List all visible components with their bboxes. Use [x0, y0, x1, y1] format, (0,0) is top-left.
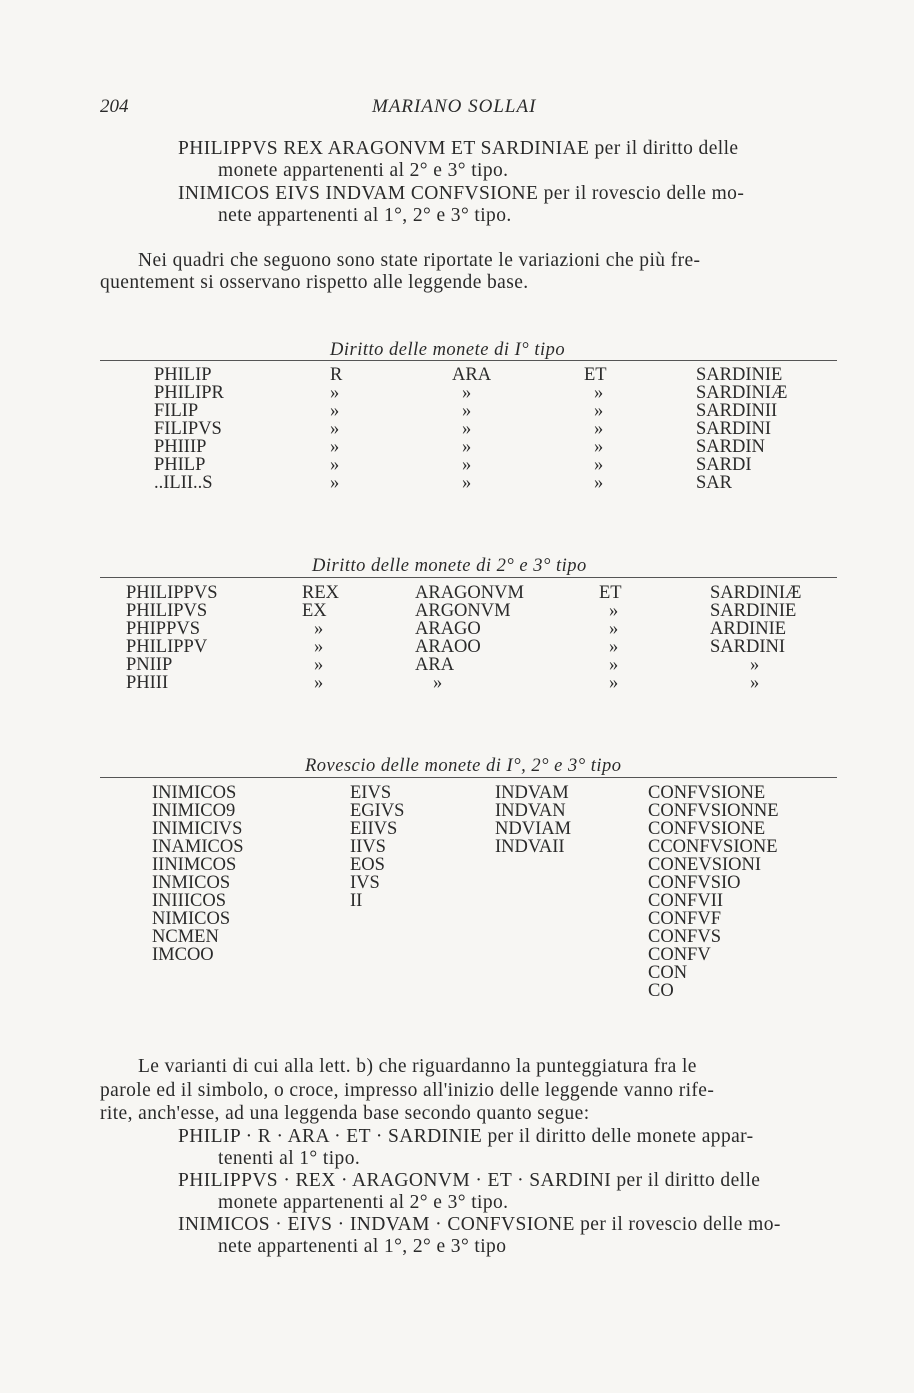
table-cell: » [462, 383, 472, 403]
table3-col-2 [350, 784, 404, 910]
table-cell: » [330, 455, 340, 475]
table-cell: » [750, 655, 760, 675]
intro-line: PHILIPPVS REX ARAGONVM ET SARDINIAE per il diritto delle [178, 138, 739, 159]
page-number: 204 [100, 96, 129, 117]
closing-paragraph-line: parole ed il simbolo, o croce, impresso all'inizio delle leggende vanno rife- [100, 1080, 715, 1101]
table-cell: » [594, 473, 604, 493]
table1-col-2 [330, 366, 342, 492]
table-cell: CON [648, 963, 688, 983]
table-cell: NDVIAM [495, 819, 572, 839]
table-cell: » [750, 673, 760, 693]
table-cell: EIIVS [350, 819, 398, 839]
table-cell: SARDINI [710, 637, 786, 657]
table1-rule [100, 360, 837, 361]
closing-item-line: nete appartenenti al 1°, 2° e 3° tipo [218, 1236, 507, 1257]
table-cell: » [609, 673, 619, 693]
table-cell: INIMICO9 [152, 801, 236, 821]
table1-col-1 [154, 366, 224, 492]
table3-col-1 [152, 784, 243, 964]
table-cell: » [594, 419, 604, 439]
table1-col-4 [584, 366, 607, 492]
table-cell: » [330, 419, 340, 439]
intro-paragraph-line: Nei quadri che seguono sono state riportate le variazioni che più fre- [138, 250, 701, 271]
table-cell: NCMEN [152, 927, 219, 947]
table-cell: CONFV [648, 945, 711, 965]
table-cell: PHILP [154, 455, 206, 475]
table-cell: SARDINIÆ [710, 583, 802, 603]
table-cell: » [462, 419, 472, 439]
table-cell: NIMICOS [152, 909, 231, 929]
table-cell: ARDINIE [710, 619, 787, 639]
table-cell: INIMICOS [152, 783, 237, 803]
intro-line: INIMICOS EIVS INDVAM CONFVSIONE per il rovescio delle mo- [178, 183, 745, 204]
table-cell: CONFVSIONE [648, 783, 766, 803]
closing-item-line: tenenti al 1° tipo. [218, 1148, 361, 1169]
table-cell: » [609, 601, 619, 621]
table-cell: » [314, 673, 324, 693]
table-cell: SARDINIE [710, 601, 797, 621]
table2-caption: Diritto delle monete di 2° e 3° tipo [312, 556, 587, 576]
table-cell: » [330, 401, 340, 421]
table-cell: » [594, 455, 604, 475]
table-cell: PNIIP [126, 655, 173, 675]
table-cell: IMCOO [152, 945, 214, 965]
intro-line: nete appartenenti al 1°, 2° e 3° tipo. [218, 205, 512, 226]
table-cell: CONFVII [648, 891, 724, 911]
table-cell: REX [302, 583, 339, 603]
table-cell: CCONFVSIONE [648, 837, 778, 857]
table-cell: INDVAN [495, 801, 566, 821]
table3-col-3 [495, 784, 571, 856]
table-cell: CO [648, 981, 674, 1001]
table-cell: CONFVS [648, 927, 721, 947]
table-cell: EX [302, 601, 327, 621]
table-cell: ARA [415, 655, 455, 675]
table-cell: ARGONVM [415, 601, 511, 621]
table2-col-4 [599, 584, 622, 692]
table-cell: » [330, 473, 340, 493]
table-cell: » [594, 383, 604, 403]
intro-paragraph-line: quentement si osservano rispetto alle leggende base. [100, 272, 529, 293]
table-cell: PHILIPR [154, 383, 224, 403]
table2-col-5 [710, 584, 801, 692]
intro-line: monete appartenenti al 2° e 3° tipo. [218, 160, 509, 181]
table-cell: » [594, 437, 604, 457]
table-cell: ARAOO [415, 637, 481, 657]
table-cell: CONEVSIONI [648, 855, 762, 875]
table-cell: SARDINIE [696, 365, 783, 385]
table-cell: FILIP [154, 401, 199, 421]
table-cell: R [330, 365, 343, 385]
table-cell: » [462, 455, 472, 475]
table3-caption: Rovescio delle monete di I°, 2° e 3° tipo [305, 756, 622, 776]
table1-col-3 [452, 366, 491, 492]
closing-item-line: monete appartenenti al 2° e 3° tipo. [218, 1192, 509, 1213]
table-cell: PHIIIP [154, 437, 207, 457]
table-cell: ARA [452, 365, 492, 385]
table-cell: IINIMCOS [152, 855, 237, 875]
table-cell: » [314, 619, 324, 639]
table-cell: » [314, 637, 324, 657]
table-cell: SARDINI [696, 419, 772, 439]
table-cell: INIMICIVS [152, 819, 243, 839]
table-cell: PHILIPPV [126, 637, 208, 657]
closing-item-line: PHILIPPVS · REX · ARAGONVM · ET · SARDINI per il diritto delle [178, 1170, 761, 1191]
table-cell: IVS [350, 873, 380, 893]
closing-paragraph-line: Le varianti di cui alla lett. b) che riguardanno la punteggiatura fra le [138, 1056, 697, 1077]
table-cell: EOS [350, 855, 385, 875]
table-cell: PHIPPVS [126, 619, 201, 639]
table-cell: INMICOS [152, 873, 231, 893]
table-cell: II [350, 891, 363, 911]
table-cell: » [330, 383, 340, 403]
table-cell: CONFVF [648, 909, 721, 929]
table-cell: PHILIPVS [126, 601, 208, 621]
table-cell: ET [584, 365, 607, 385]
table2-col-2 [302, 584, 339, 692]
table2-rule [100, 577, 837, 578]
table-cell: ..ILII..S [154, 473, 213, 493]
table-cell: » [609, 655, 619, 675]
table-cell: ARAGONVM [415, 583, 524, 603]
table-cell: » [330, 437, 340, 457]
table-cell: ET [599, 583, 622, 603]
table2-col-3 [415, 584, 524, 692]
table-cell: IIVS [350, 837, 386, 857]
table-cell: PHILIP [154, 365, 212, 385]
table-cell: CONFVSIONNE [648, 801, 779, 821]
table-cell: » [462, 473, 472, 493]
table-cell: INDVAII [495, 837, 565, 857]
table-cell: ARAGO [415, 619, 481, 639]
table1-caption: Diritto delle monete di I° tipo [330, 340, 566, 360]
table-cell: » [433, 673, 443, 693]
table-cell: » [594, 401, 604, 421]
table-cell: » [462, 401, 472, 421]
table-cell: CONFVSIONE [648, 819, 766, 839]
table-cell: EIVS [350, 783, 392, 803]
table-cell: » [462, 437, 472, 457]
table-cell: INAMICOS [152, 837, 244, 857]
table-cell: PHIII [126, 673, 169, 693]
table-cell: CONFVSIO [648, 873, 741, 893]
table-cell: SARDIN [696, 437, 765, 457]
table-cell: SARDI [696, 455, 752, 475]
running-title: MARIANO SOLLAI [372, 96, 537, 117]
table3-rule [100, 777, 837, 778]
table-cell: » [609, 619, 619, 639]
table-cell: » [314, 655, 324, 675]
table-cell: SARDINIÆ [696, 383, 788, 403]
table2-col-1 [126, 584, 218, 692]
closing-paragraph-line: rite, anch'esse, ad una leggenda base secondo quanto segue: [100, 1103, 590, 1124]
closing-item-line: PHILIP · R · ARA · ET · SARDINIE per il diritto delle monete appar- [178, 1126, 754, 1147]
table-cell: INIIICOS [152, 891, 226, 911]
table-cell: SAR [696, 473, 732, 493]
table-cell: SARDINII [696, 401, 778, 421]
table-cell: PHILIPPVS [126, 583, 218, 603]
table-cell: EGIVS [350, 801, 405, 821]
table1-col-5 [696, 366, 787, 492]
table3-col-4 [648, 784, 779, 1000]
table-cell: INDVAM [495, 783, 569, 803]
closing-item-line: INIMICOS · EIVS · INDVAM · CONFVSIONE per il rovescio delle mo- [178, 1214, 781, 1235]
table-cell: » [609, 637, 619, 657]
table-cell: FILIPVS [154, 419, 222, 439]
